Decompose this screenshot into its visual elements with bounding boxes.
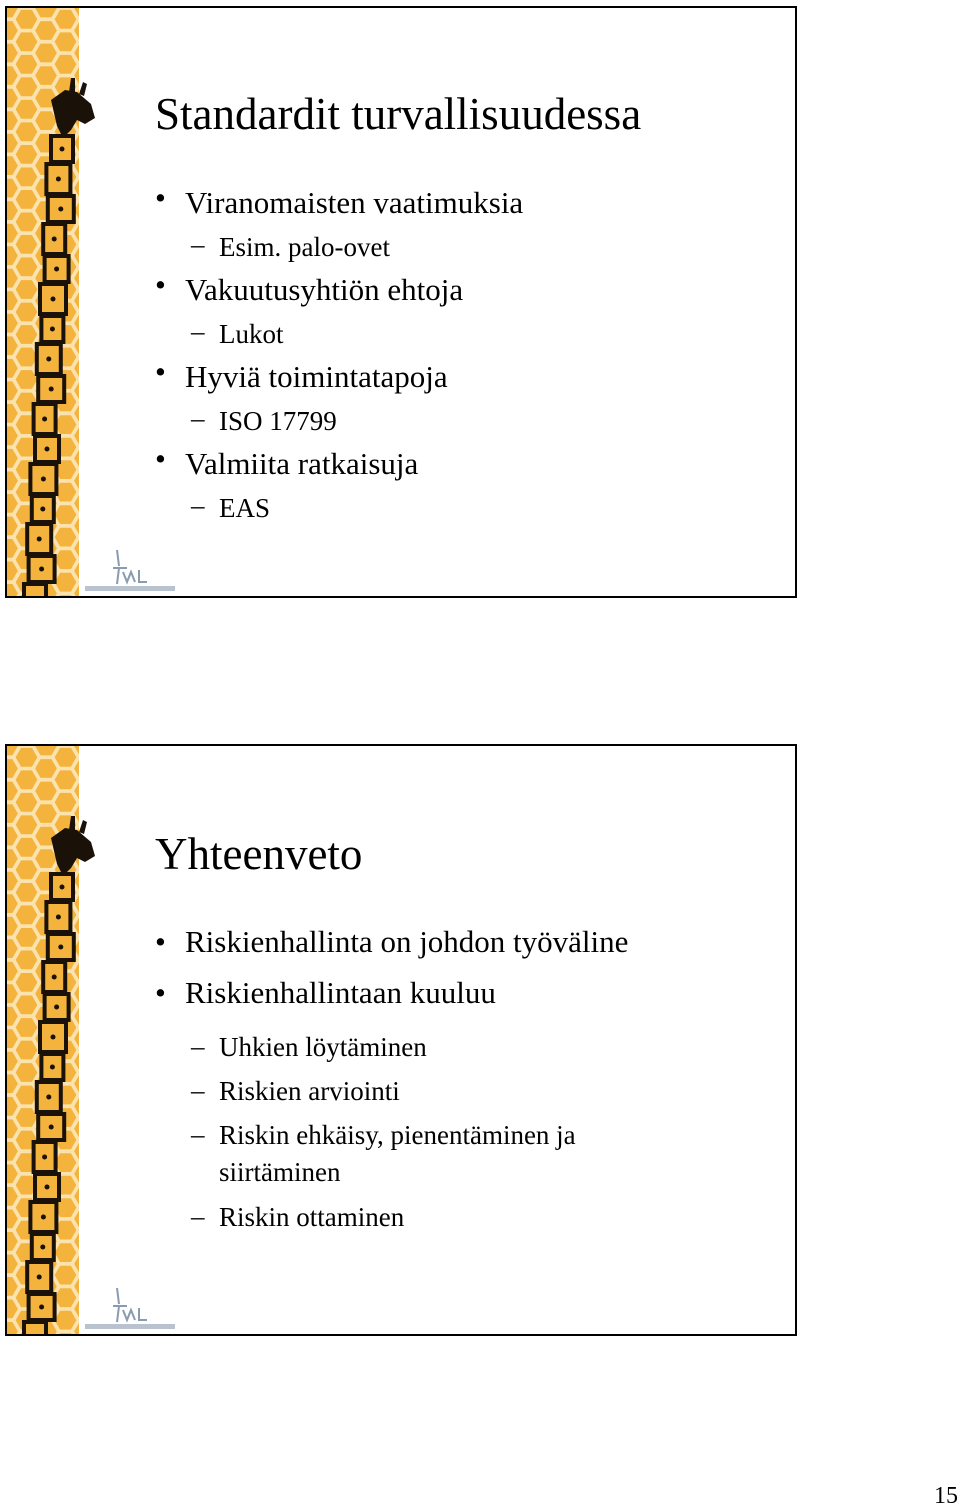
bullet-item: • Valmiita ratkaisuja xyxy=(155,443,523,487)
bullet-item: • Hyviä toimintatapoja xyxy=(155,356,523,400)
sub-bullet-item: – ISO 17799 xyxy=(155,400,523,443)
sub-bullet-item: – Esim. palo-ovet xyxy=(155,226,523,269)
slide-1 xyxy=(5,6,797,598)
bullet-list xyxy=(155,926,628,1242)
page-number: 15 xyxy=(934,1483,958,1509)
giraffe-illustration xyxy=(7,746,107,1334)
fml-logo xyxy=(83,1284,179,1332)
slide-title: Yhteenveto xyxy=(155,829,363,879)
sub-bullet-item: – EAS xyxy=(155,487,523,530)
giraffe-illustration xyxy=(7,8,107,596)
slide-2 xyxy=(5,744,797,1336)
bullet-item: • Vakuutusyhtiön ehtoja xyxy=(155,269,523,313)
bullet-item: • Viranomaisten vaatimuksia xyxy=(155,182,523,226)
sub-bullet-item: – Riskien arviointi xyxy=(155,1072,628,1116)
sub-bullet-item: – Riskin ehkäisy, pienentäminen ja siirtäminen xyxy=(155,1116,615,1198)
bullet-list xyxy=(155,182,523,530)
bullet-item: • Riskienhallinta on johdon työväline xyxy=(155,926,628,977)
fml-logo xyxy=(83,546,179,594)
bullet-item: • Riskienhallintaan kuuluu xyxy=(155,977,628,1028)
sub-bullet-item: – Riskin ottaminen xyxy=(155,1198,628,1242)
slide-title: Standardit turvallisuudessa xyxy=(155,89,642,139)
sub-bullet-item: – Lukot xyxy=(155,313,523,356)
sub-bullet-item: – Uhkien löytäminen xyxy=(155,1028,628,1072)
